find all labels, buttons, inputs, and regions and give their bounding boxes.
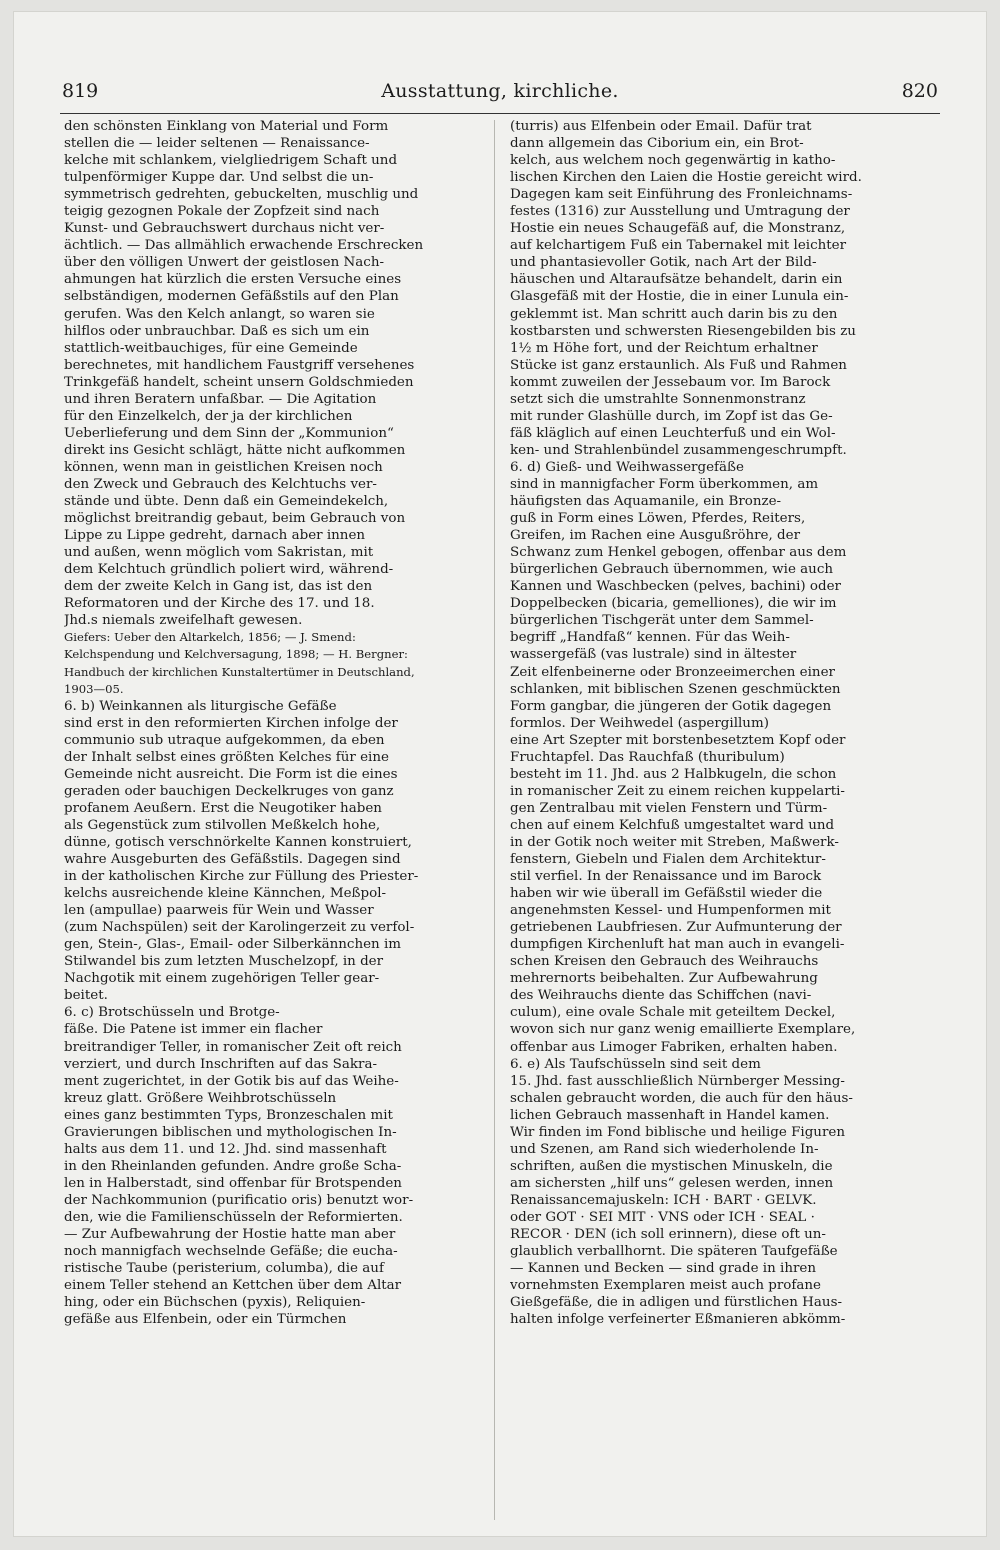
text-line: 6. b) Weinkannen als liturgische Gefäße xyxy=(64,698,337,714)
text-line: gefäße aus Elfenbein, oder ein Türmchen xyxy=(64,1312,347,1328)
text-line: halts aus dem 11. und 12. Jhd. sind massenhaft xyxy=(64,1141,387,1157)
text-line: in den Rheinlanden gefunden. Andre große Scha- xyxy=(64,1158,402,1174)
text-line: wovon sich nur ganz wenig emaillierte Exemplare, xyxy=(510,1022,856,1038)
text-line: Jhd.s niemals zweifelhaft gewesen. xyxy=(64,613,303,629)
page-header xyxy=(62,74,938,108)
text-line: Renaissancemajuskeln: ICH · BART · GELVK. xyxy=(510,1192,817,1208)
text-line: hing, oder ein Büchschen (pyxis), Reliquien- xyxy=(64,1295,366,1311)
text-line: len in Halberstadt, sind offenbar für Brotspenden xyxy=(64,1175,402,1191)
text-line: geklemmt ist. Man schritt auch darin bis zu den xyxy=(510,306,838,322)
text-line: Kelchspendung und Kelchversagung, 1898; — H. Bergner: xyxy=(64,647,408,662)
text-line: häuschen und Altaraufsätze behandelt, darin ein xyxy=(510,272,843,288)
text-line: (zum Nachspülen) seit der Karolingerzeit zu verfol- xyxy=(64,920,415,936)
text-line: schriften, außen die mystischen Minuskeln, die xyxy=(510,1158,833,1174)
text-line: und Szenen, am Rand sich wiederholende In- xyxy=(510,1141,819,1157)
column-divider xyxy=(494,120,495,1520)
text-line: eines ganz bestimmten Typs, Bronzeschalen mit xyxy=(64,1107,393,1123)
text-line: stände und übte. Denn daß ein Gemeindekelch, xyxy=(64,494,389,510)
text-line: symmetrisch gedrehten, gebuckelten, muschlig und xyxy=(64,187,419,203)
text-line: Nachgotik mit einem zugehörigen Teller gear- xyxy=(64,971,380,987)
text-line: in der Gotik noch weiter mit Streben, Maßwerk- xyxy=(510,834,839,850)
text-line: Ueberlieferung und dem Sinn der „Kommunion“ xyxy=(64,425,394,441)
text-line: profanem Aeußern. Erst die Neugotiker haben xyxy=(64,800,382,816)
text-line: bürgerlichen Gebrauch übernommen, wie auch xyxy=(510,562,834,578)
text-line: Greifen, im Rachen eine Ausgußröhre, der xyxy=(510,528,801,544)
text-line: lischen Kirchen den Laien die Hostie gereicht wird. xyxy=(510,170,862,186)
text-line: sind erst in den reformierten Kirchen infolge der xyxy=(64,715,398,731)
text-line: (turris) aus Elfenbein oder Email. Dafür trat xyxy=(510,119,812,134)
text-line: als Gegenstück zum stilvollen Meßkelch hohe, xyxy=(64,817,381,833)
text-line: möglichst breitrandig gebaut, beim Gebrauch von xyxy=(64,511,406,527)
text-line: hilflos oder unbrauchbar. Daß es sich um ein xyxy=(64,323,370,339)
text-line: kelche mit schlankem, vielgliedrigem Schaft und xyxy=(64,153,398,169)
text-line: fenstern, Giebeln und Fialen dem Architektur- xyxy=(510,852,826,868)
right-page-number: 820 xyxy=(901,80,938,102)
text-line: getriebenen Laubfriesen. Zur Aufmunterung der xyxy=(510,920,842,936)
text-line: der Nachkommunion (purificatio oris) benutzt wor- xyxy=(64,1192,414,1208)
text-line: guß in Form eines Löwen, Pferdes, Reiters, xyxy=(510,511,806,527)
text-line: haben wir wie überall im Gefäßstil wieder die xyxy=(510,886,823,902)
text-line: chen auf einem Kelchfuß umgestaltet ward und xyxy=(510,817,835,833)
text-line: 6. e) Als Taufschüsseln sind seit dem xyxy=(510,1056,761,1072)
text-line: den Zweck und Gebrauch des Kelchtuchs ver- xyxy=(64,476,377,492)
text-line: 6. d) Gieß- und Weihwassergefäße xyxy=(510,459,744,475)
text-line: 1903—05. xyxy=(64,681,124,696)
text-line: Hostie ein neues Schaugefäß auf, die Monstranz, xyxy=(510,221,846,237)
text-line: RECOR · DEN (ich soll erinnern), diese oft un- xyxy=(510,1227,826,1243)
text-line: ächtlich. — Das allmählich erwachende Erschrecken xyxy=(64,238,424,254)
text-line: sind in mannigfacher Form überkommen, am xyxy=(510,476,819,492)
text-line: festes (1316) zur Ausstellung und Umtragung der xyxy=(510,204,850,220)
text-line: dumpfigen Kirchenluft hat man auch in evangeli- xyxy=(510,937,845,953)
text-line: Wir finden im Fond biblische und heilige Figuren xyxy=(510,1124,845,1140)
text-line: Stilwandel bis zum letzten Muschelzopf, in der xyxy=(64,954,384,970)
left-page-number: 819 xyxy=(62,80,99,102)
text-line: fäß kläglich auf einen Leuchterfuß und ein Wol- xyxy=(510,425,836,441)
text-line: ment zugerichtet, in der Gotik bis auf das Weihe- xyxy=(64,1073,399,1089)
text-line: eine Art Szepter mit borstenbesetztem Kopf oder xyxy=(510,732,846,748)
text-line: schalen gebraucht worden, die auch für den häus- xyxy=(510,1090,853,1106)
text-line: tulpenförmiger Kuppe dar. Und selbst die un- xyxy=(64,170,374,186)
left-text-column xyxy=(64,118,488,1328)
text-line: gerufen. Was den Kelch anlangt, so waren sie xyxy=(64,306,375,322)
text-line: Dagegen kam seit Einführung des Fronleichnams- xyxy=(510,187,853,203)
text-line: für den Einzelkelch, der ja der kirchlichen xyxy=(64,408,353,424)
text-line: geraden oder bauchigen Deckelkruges von ganz xyxy=(64,783,394,799)
text-line: wahre Ausgeburten des Gefäßstils. Dagegen sind xyxy=(64,852,401,868)
text-line: noch mannigfach wechselnde Gefäße; die eucha- xyxy=(64,1244,398,1260)
text-line: können, wenn man in geistlichen Kreisen noch xyxy=(64,459,383,475)
text-line: den schönsten Einklang von Material und Form xyxy=(64,119,389,134)
text-line: kreuz glatt. Größere Weihbrotschüsseln xyxy=(64,1090,337,1106)
text-line: Doppelbecken (bicaria, gemelliones), die wir im xyxy=(510,596,837,612)
text-line: Lippe zu Lippe gedreht, darnach aber innen xyxy=(64,528,366,544)
text-line: oder GOT · SEI MIT · VNS oder ICH · SEAL · xyxy=(510,1210,815,1225)
text-line: Gemeinde nicht ausreicht. Die Form ist die eines xyxy=(64,766,398,782)
text-line: len (ampullae) paarweis für Wein und Wasser xyxy=(64,903,374,919)
text-line: Trinkgefäß handelt, scheint unsern Goldschmieden xyxy=(64,374,414,390)
text-line: ahmungen hat kürzlich die ersten Versuche eines xyxy=(64,272,402,288)
text-line: begriff „Handfaß“ kennen. Für das Weih- xyxy=(510,630,790,646)
text-line: Schwanz zum Henkel gebogen, offenbar aus dem xyxy=(510,545,847,561)
text-line: schlanken, mit biblischen Szenen geschmückten xyxy=(510,681,841,697)
text-line: setzt sich die umstrahlte Sonnenmonstranz xyxy=(510,391,806,407)
text-line: culum), eine ovale Schale mit geteiltem Deckel, xyxy=(510,1005,836,1021)
text-line: offenbar aus Limoger Fabriken, erhalten haben. xyxy=(510,1039,838,1055)
text-line: in romanischer Zeit zu einem reichen kuppelarti- xyxy=(510,783,845,799)
text-line: bürgerlichen Tischgerät unter dem Sammel- xyxy=(510,613,814,629)
text-line: und außen, wenn möglich vom Sakristan, mit xyxy=(64,545,374,561)
text-line: Kannen und Waschbecken (pelves, bachini) oder xyxy=(510,579,841,595)
text-line: ristische Taube (peristerium, columba), die auf xyxy=(64,1261,384,1277)
text-line: Giefers: Ueber den Altarkelch, 1856; — J. Smend: xyxy=(64,630,356,645)
text-line: 1½ m Höhe fort, und der Reichtum erhaltner xyxy=(510,340,818,356)
text-line: communio sub utraque aufgekommen, da eben xyxy=(64,732,385,748)
text-line: und ihren Beratern unfaßbar. — Die Agitation xyxy=(64,391,377,407)
text-line: stellen die — leider seltenen — Renaissance- xyxy=(64,136,370,152)
text-line: mehrernorts beibehalten. Zur Aufbewahrung xyxy=(510,971,818,987)
running-title: Ausstattung, kirchliche. xyxy=(381,80,619,102)
text-line: kostbarsten und schwersten Riesengebilden bis zu xyxy=(510,323,856,339)
text-line: Handbuch der kirchlichen Kunstaltertümer in Deutschland, xyxy=(64,664,415,679)
text-line: Fruchtapfel. Das Rauchfaß (thuribulum) xyxy=(510,749,785,765)
text-line: wassergefäß (vas lustrale) sind in ältester xyxy=(510,647,797,663)
text-line: kelch, aus welchem noch gegenwärtig in katho- xyxy=(510,153,836,169)
text-line: 6. c) Brotschüsseln und Brotge- xyxy=(64,1005,280,1021)
text-line: selbständigen, modernen Gefäßstils auf den Plan xyxy=(64,289,399,305)
right-text-column xyxy=(510,118,934,1328)
text-line: kelchs ausreichende kleine Kännchen, Meßpol- xyxy=(64,886,387,902)
text-line: — Kannen und Becken — sind grade in ihren xyxy=(510,1261,816,1277)
book-page xyxy=(14,12,986,1536)
text-line: fäße. Die Patene ist immer ein flacher xyxy=(64,1022,323,1038)
text-line: Gravierungen biblischen und mythologischen In- xyxy=(64,1124,397,1140)
text-line: stil verfiel. In der Renaissance und im Barock xyxy=(510,869,822,885)
text-line: besteht im 11. Jhd. aus 2 Halbkugeln, die schon xyxy=(510,766,837,782)
text-line: Form gangbar, die jüngeren der Gotik dagegen xyxy=(510,698,832,714)
text-line: Kunst- und Gebrauchswert durchaus nicht ver- xyxy=(64,221,385,237)
text-line: Gießgefäße, die in adligen und fürstlichen Haus- xyxy=(510,1295,843,1311)
text-line: mit runder Glashülle durch, im Zopf ist das Ge- xyxy=(510,408,833,424)
text-line: gen, Stein-, Glas-, Email- oder Silberkännchen im xyxy=(64,937,402,953)
text-line: formlos. Der Weihwedel (aspergillum) xyxy=(510,715,769,731)
text-line: stattlich-weitbauchiges, für eine Gemeinde xyxy=(64,340,358,356)
text-line: dem Kelchtuch gründlich poliert wird, während- xyxy=(64,562,394,578)
text-line: berechnetes, mit handlichem Faustgriff versehenes xyxy=(64,357,415,373)
text-line: der Inhalt selbst eines größten Kelches für eine xyxy=(64,749,389,765)
text-line: halten infolge verfeinerter Eßmanieren abkömm- xyxy=(510,1312,846,1328)
text-line: über den völligen Unwert der geistlosen Nach- xyxy=(64,255,385,271)
text-line: gen Zentralbau mit vielen Fenstern und Türm- xyxy=(510,800,828,816)
text-line: beitet. xyxy=(64,988,108,1004)
text-line: Zeit elfenbeinerne oder Bronzeeimerchen einer xyxy=(510,664,835,680)
text-line: dünne, gotisch verschnörkelte Kannen konstruiert, xyxy=(64,834,412,850)
text-line: dem der zweite Kelch in Gang ist, das ist den xyxy=(64,579,373,595)
text-line: dann allgemein das Ciborium ein, ein Brot- xyxy=(510,136,804,152)
header-rule xyxy=(60,113,940,114)
text-line: Stücke ist ganz erstaunlich. Als Fuß und Rahmen xyxy=(510,357,847,373)
text-line: ken- und Strahlenbündel zusammengeschrumpft. xyxy=(510,442,847,458)
text-line: angenehmsten Kessel- und Humpenformen mit xyxy=(510,903,831,919)
text-line: teigig gezognen Pokale der Zopfzeit sind nach xyxy=(64,204,380,220)
text-line: in der katholischen Kirche zur Füllung des Priester- xyxy=(64,869,419,885)
text-line: glaublich verballhornt. Die späteren Taufgefäße xyxy=(510,1244,838,1260)
text-line: lichen Gebrauch massenhaft in Handel kamen. xyxy=(510,1107,830,1123)
text-line: schen Kreisen den Gebrauch des Weihrauchs xyxy=(510,954,819,970)
text-line: häufigsten das Aquamanile, ein Bronze- xyxy=(510,494,782,510)
text-line: breitrandiger Teller, in romanischer Zeit oft reich xyxy=(64,1039,402,1055)
text-line: vornehmsten Exemplaren meist auch profane xyxy=(510,1278,821,1294)
text-line: am sichersten „hilf uns“ gelesen werden, innen xyxy=(510,1175,834,1191)
text-line: 15. Jhd. fast ausschließlich Nürnberger Messing- xyxy=(510,1073,845,1089)
text-line: — Zur Aufbewahrung der Hostie hatte man aber xyxy=(64,1227,396,1243)
text-line: einem Teller stehend an Kettchen über dem Altar xyxy=(64,1278,402,1294)
text-line: und phantasievoller Gotik, nach Art der Bild- xyxy=(510,255,817,271)
text-line: Glasgefäß mit der Hostie, die in einer Lunula ein- xyxy=(510,289,849,305)
text-line: kommt zuweilen der Jessebaum vor. Im Barock xyxy=(510,374,831,390)
text-line: verziert, und durch Inschriften auf das Sakra- xyxy=(64,1056,378,1072)
text-line: den, wie die Familienschüsseln der Reformierten. xyxy=(64,1210,403,1225)
text-line: Reformatoren und der Kirche des 17. und 18. xyxy=(64,596,375,612)
text-line: direkt ins Gesicht schlägt, hätte nicht aufkommen xyxy=(64,442,406,458)
text-line: auf kelchartigem Fuß ein Tabernakel mit leichter xyxy=(510,238,847,254)
text-line: des Weihrauchs diente das Schiffchen (navi- xyxy=(510,988,812,1004)
